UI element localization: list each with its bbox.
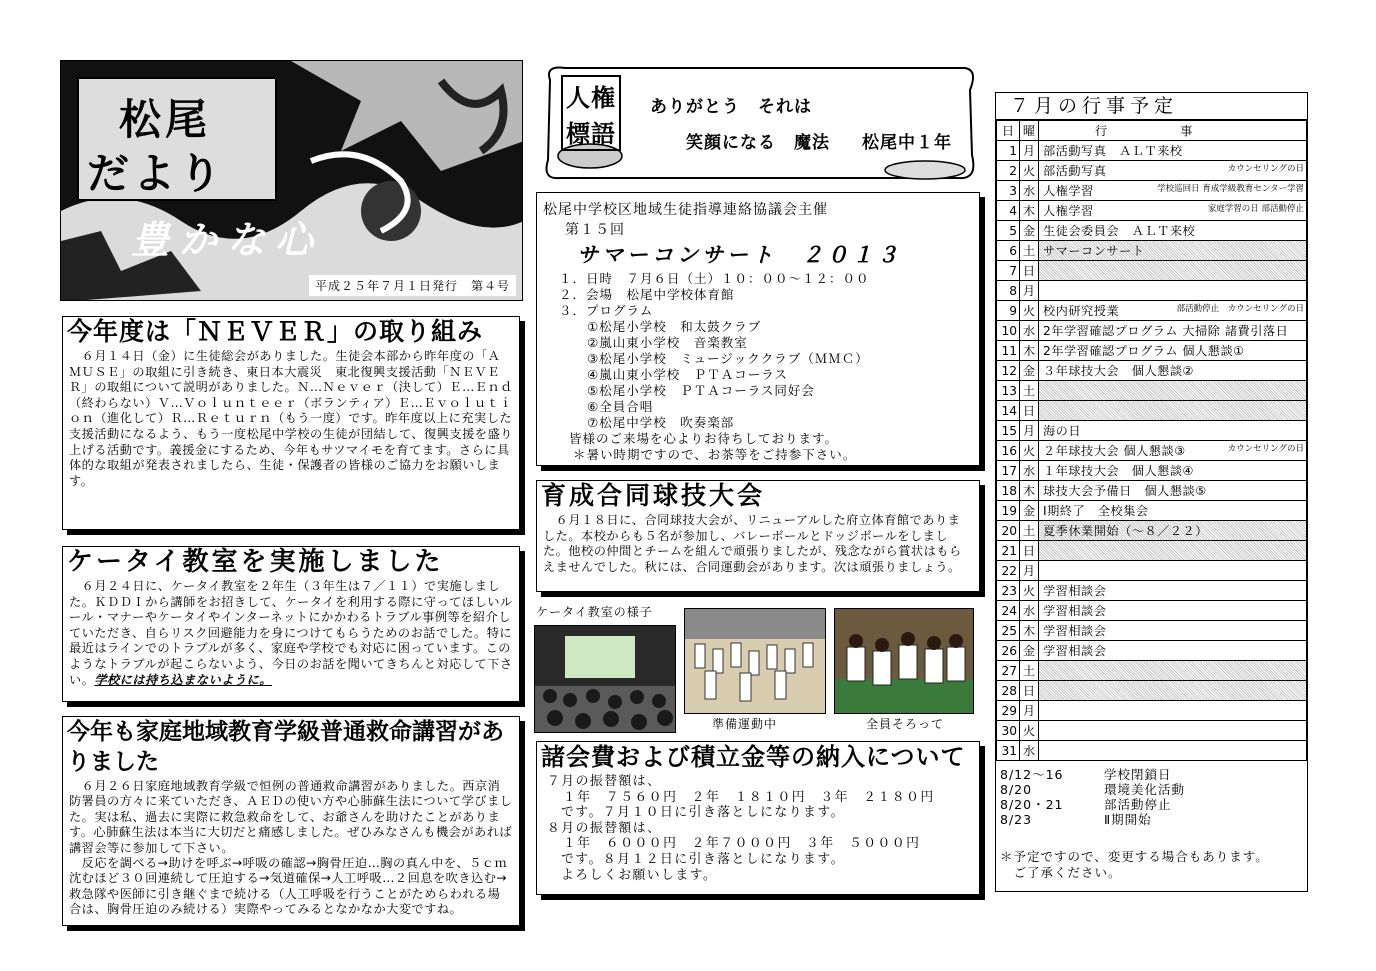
calendar-event-text: 球技大会予備日 個人懇談⑤ [1043, 484, 1207, 498]
calendar-weekday: 土 [1020, 381, 1039, 401]
calendar-event [1039, 421, 1307, 441]
calendar-event-text: 学習相談会 [1043, 624, 1107, 638]
calendar-weekday: 月 [1020, 561, 1039, 581]
program-item: ⑥全員合唱 [587, 399, 654, 414]
calendar-event-text: 校内研究授業 [1043, 304, 1120, 318]
keitai-article-title: ケータイ教室を実施しました [67, 547, 444, 577]
calendar-weekday: 日 [1020, 541, 1039, 561]
concert-venue: ２．会場 松尾中学校体育館 [559, 287, 735, 302]
photo-caption-group: 全員そろって [866, 717, 945, 731]
calendar-row [997, 281, 1307, 301]
calendar-weekday: 月 [1020, 141, 1039, 161]
calendar-body [997, 141, 1307, 761]
photo-classroom [534, 625, 676, 733]
program-item: ③松尾小学校 ミュージッククラブ（ＭＭＣ） [587, 351, 869, 366]
photo-warmup [684, 608, 826, 714]
issue-info: 平成２５年７月１日発行 第４号 [309, 275, 516, 296]
concert-closing1: 皆様のご来場を心よりお待ちしております。 [569, 431, 839, 446]
calendar-row [997, 361, 1307, 381]
calendar-event [1039, 501, 1307, 521]
calendar-day: 9 [997, 301, 1020, 321]
fees-aug-label: ８月の振替額は、 [547, 820, 662, 836]
calendar-event [1039, 181, 1307, 201]
never-article [62, 316, 520, 530]
calendar-row [997, 341, 1307, 361]
calendar-day: 20 [997, 521, 1020, 541]
calendar-day: 8 [997, 281, 1020, 301]
fees-july-label: ７月の振替額は、 [547, 774, 662, 789]
calendar-day: 12 [997, 361, 1020, 381]
calendar-weekday: 水 [1020, 321, 1039, 341]
august-note-text: 部活動停止 [1104, 797, 1172, 812]
concert-title: サマーコンサート ２０１３ [577, 243, 902, 267]
calendar-event [1039, 381, 1307, 401]
calendar-event [1039, 581, 1307, 601]
calendar-row [997, 521, 1307, 541]
human-rights-slogan [540, 60, 978, 186]
calendar-event-note: 部活動停止 カウンセリングの日 [1176, 304, 1304, 314]
calendar-day: 7 [997, 261, 1020, 281]
calendar-event [1039, 201, 1307, 221]
photo-section-label: ケータイ教室の様子 [536, 605, 653, 619]
calendar-event-text: 人権学習 [1043, 184, 1094, 198]
calendar-weekday: 日 [1020, 401, 1039, 421]
calendar-day: 26 [997, 641, 1020, 661]
calendar-row [997, 321, 1307, 341]
calendar-weekday: 土 [1020, 661, 1039, 681]
calendar-row [997, 381, 1307, 401]
calendar-event [1039, 561, 1307, 581]
calendar-event [1039, 401, 1307, 421]
calendar-event-text: 人権学習 [1043, 204, 1094, 218]
calendar-row [997, 221, 1307, 241]
calendar-day: 11 [997, 341, 1020, 361]
slogan-author: 松尾中１年 [862, 133, 952, 153]
calendar-row [997, 641, 1307, 661]
calendar-event [1039, 661, 1307, 681]
fees-july-amounts: １年 ７５６０円 ２年 １８１０円 ３年 ２１８０円 [563, 789, 935, 805]
calendar-weekday: 金 [1020, 361, 1039, 381]
calendar-row [997, 261, 1307, 281]
calendar-event [1039, 301, 1307, 321]
calendar-event-text: 学習相談会 [1043, 604, 1107, 618]
calendar-event-text: 学習相談会 [1043, 644, 1107, 658]
calendar-day: 23 [997, 581, 1020, 601]
calendar-weekday: 日 [1020, 261, 1039, 281]
calendar-weekday: 水 [1020, 461, 1039, 481]
calendar-event-text: 学習相談会 [1043, 584, 1107, 598]
calendar-weekday: 火 [1020, 721, 1039, 741]
calendar-event-text: サマーコンサート [1043, 244, 1145, 258]
calendar-weekday: 土 [1020, 241, 1039, 261]
august-note [1000, 797, 1303, 812]
slogan-label-line1: 人権 [566, 84, 616, 112]
august-note-text: Ⅱ期開始 [1104, 812, 1152, 827]
calendar-event-text: 2年学習確認プログラム 個人懇談① [1043, 344, 1245, 358]
header-event: 行 事 [1039, 121, 1307, 141]
sports-article [536, 480, 980, 592]
august-note [1000, 812, 1303, 827]
masthead-banner [60, 60, 523, 301]
calendar-event-text: ３年球技大会 個人懇談② [1043, 364, 1194, 378]
calendar-weekday: 月 [1020, 421, 1039, 441]
calendar-row [997, 401, 1307, 421]
calendar-event-text: ２年球技大会 個人懇談③ [1043, 444, 1186, 458]
calendar-event-note: カウンセリングの日 [1227, 444, 1304, 454]
calendar-event-note: 家庭学習の日 部活動停止 [1207, 204, 1304, 214]
photo-caption-warmup: 準備運動中 [712, 717, 778, 731]
calendar-row [997, 421, 1307, 441]
program-item: ①松尾小学校 和太鼓クラブ [587, 319, 762, 334]
concert-article [536, 192, 980, 466]
firstaid-article-body2: 反応を調べる→助けを呼ぶ→呼吸の確認→胸骨圧迫…胸の真ん中を、５ｃｍ沈むほど３０回連続して圧迫する→気道確保→人工呼吸…２回息を吹き込む→救急隊や医師に引き継ぐまで続ける（人工呼吸を行うことがためらわれる場合は、胸骨圧迫のみ続ける）実際やってみるとなかなか大変ですね。 [69, 856, 508, 917]
fees-july-date: です。７月１０日に引き落としになります。 [561, 805, 845, 821]
calendar-day: 13 [997, 381, 1020, 401]
calendar-event [1039, 601, 1307, 621]
calendar-day: 31 [997, 741, 1020, 761]
program-item: ⑤松尾小学校 ＰＴＡコーラス同好会 [587, 383, 815, 398]
calendar-event [1039, 441, 1307, 461]
calendar-day: 30 [997, 721, 1020, 741]
firstaid-article [62, 716, 520, 926]
calendar-row [997, 661, 1307, 681]
keitai-article-body: ６月２４日に、ケータイ教室を２年生（３年生は７／１１）で実施しました。ＫＤＤＩから講師をお招きして、ケータイを利用する際に守ってほしいルール・マナーやケータイやインターネットにかかわるトラブル事例等を紹介していただき、自らリスク回避能力を身につけてもらうためのお話でした。特に最近はラインでのトラブルが多く、家庭や学校でも対応に困っています。このようなトラブルが起こらないよう、今日のお話を聞いてきちんと対応して下さい。 [69, 579, 513, 687]
calendar-weekday: 土 [1020, 521, 1039, 541]
august-note-date: 8/20・21 [1000, 797, 1064, 812]
calendar-row [997, 601, 1307, 621]
calendar-disclaimer: ＊予定ですので、変更する場合もあります。 ご了承ください。 [1000, 849, 1269, 880]
august-note-date: 8/12～16 [1000, 767, 1064, 782]
masthead-title-line2: だより [87, 149, 226, 198]
calendar-event-text: 2年学習確認プログラム 大掃除 諸費引落日 [1043, 324, 1289, 338]
calendar-weekday: 月 [1020, 701, 1039, 721]
calendar-event [1039, 161, 1307, 181]
calendar-event [1039, 361, 1307, 381]
calendar-event [1039, 281, 1307, 301]
calendar-event-text: 夏季休業開始（～８／２２） [1043, 524, 1208, 538]
calendar-event-text: １年球技大会 個人懇談④ [1043, 464, 1194, 478]
calendar-title: ７月の行事予定 [996, 93, 1307, 120]
calendar-event [1039, 621, 1307, 641]
calendar-weekday: 日 [1020, 681, 1039, 701]
calendar-event [1039, 321, 1307, 341]
august-note-date: 8/23 [1000, 812, 1033, 827]
photo-group [834, 608, 974, 714]
program-item: ②嵐山東小学校 音楽教室 [587, 335, 748, 350]
slogan-label-line2: 標語 [566, 120, 616, 148]
july-calendar [995, 92, 1308, 892]
calendar-event [1039, 341, 1307, 361]
calendar-event [1039, 221, 1307, 241]
calendar-weekday: 木 [1020, 481, 1039, 501]
calendar-day: 15 [997, 421, 1020, 441]
august-note-date: 8/20 [1000, 782, 1033, 797]
calendar-day: 19 [997, 501, 1020, 521]
calendar-row [997, 681, 1307, 701]
calendar-day: 1 [997, 141, 1020, 161]
slogan-line1: ありがとう それは [650, 97, 812, 117]
calendar-day: 28 [997, 681, 1020, 701]
never-article-title: 今年度は「ＮＥＶＥＲ」の取り組み [67, 317, 484, 346]
calendar-event [1039, 721, 1307, 741]
calendar-day: 27 [997, 661, 1020, 681]
never-article-body: ６月１４日（金）に生徒総会がありました。生徒会本部から昨年度の「ＡＭＵＳＥ」の取組に引き続き、東日本大震災 東北復興支援活動「ＮＥＶＥＲ」の取組について説明がありました。Ｎ…Ｎｅｖｅｒ（決して）Ｅ…Ｅｎｄ（終わらない）Ｖ…Ｖｏｌｕｎｔｅｅｒ（ボランティア）Ｅ…Ｅｖｏｌｕｔｉｏｎ（進化して）Ｒ…Ｒｅｔｕｒｎ（もう一度）です。昨年度以上に充実した支援活動になるよう、もう一度松尾中学校の生徒が団結して、復興支援を盛り上げる活動です。義援金にするため、今年もサツマイモを育てます。さらに具体的な取組が発表されましたら、生徒・保護者の皆様のご協力をお願いします。 [69, 349, 513, 488]
concert-closing2: ＊暑い時期ですので、お茶等をご持参下さい。 [573, 447, 857, 462]
concert-host: 松尾中学校区地域生徒指導連絡協議会主催 [543, 202, 828, 218]
calendar-day: 4 [997, 201, 1020, 221]
august-note [1000, 782, 1303, 797]
concert-edition: 第１５回 [565, 222, 625, 238]
calendar-row [997, 481, 1307, 501]
keitai-article [62, 546, 520, 702]
calendar-day: 14 [997, 401, 1020, 421]
calendar-weekday: 金 [1020, 221, 1039, 241]
calendar-row [997, 561, 1307, 581]
august-note [1000, 767, 1303, 782]
calendar-header-row [997, 121, 1307, 141]
calendar-row [997, 141, 1307, 161]
calendar-event-note: 学校巡回日 育成学級教育センター学習 [1157, 184, 1304, 194]
calendar-event-text: 生徒会委員会 ＡＬＴ来校 [1043, 224, 1196, 238]
calendar-event [1039, 261, 1307, 281]
calendar-weekday: 金 [1020, 501, 1039, 521]
calendar-row [997, 181, 1307, 201]
calendar-day: 18 [997, 481, 1020, 501]
august-note-text: 学校閉鎖日 [1104, 767, 1172, 782]
calendar-weekday: 火 [1020, 161, 1039, 181]
calendar-row [997, 201, 1307, 221]
calendar-event [1039, 521, 1307, 541]
calendar-day: 5 [997, 221, 1020, 241]
calendar-row [997, 701, 1307, 721]
calendar-event-text: 部活動写真 ＡＬＴ来校 [1043, 144, 1183, 158]
calendar-day: 24 [997, 601, 1020, 621]
slogan-line2: 笑顔になる 魔法 [686, 133, 830, 153]
masthead-title-box [77, 77, 277, 201]
august-notes [996, 761, 1307, 827]
calendar-weekday: 水 [1020, 181, 1039, 201]
calendar-event [1039, 241, 1307, 261]
calendar-event [1039, 741, 1307, 761]
fees-article-title: 諸会費および積立金等の納入について [541, 743, 966, 771]
calendar-day: 2 [997, 161, 1020, 181]
calendar-event [1039, 641, 1307, 661]
calendar-day: 17 [997, 461, 1020, 481]
august-note-text: 環境美化活動 [1104, 782, 1186, 797]
calendar-row [997, 721, 1307, 741]
calendar-row [997, 161, 1307, 181]
calendar-row [997, 621, 1307, 641]
calendar-event [1039, 481, 1307, 501]
calendar-weekday: 木 [1020, 341, 1039, 361]
calendar-event [1039, 541, 1307, 561]
calendar-event [1039, 461, 1307, 481]
calendar-row [997, 441, 1307, 461]
calendar-row [997, 741, 1307, 761]
calendar-row [997, 541, 1307, 561]
calendar-weekday: 木 [1020, 201, 1039, 221]
firstaid-article-body1: ６月２６日家庭地域教育学級で恒例の普通救命講習がありました。西京消防署員の方々に来ていただき、ＡＥＤの使い方や心肺蘇生法について学びました。実は私、過去に実際に救急救命をして、お爺さんを助けたことがあります。心肺蘇生法は本当に大切だと痛感しました。ぜひみなさんも機会があれば講習会等に参加して下さい。 [69, 779, 513, 855]
masthead-logo-text: 豊かな心 [131, 218, 324, 262]
calendar-row [997, 501, 1307, 521]
calendar-weekday: 火 [1020, 301, 1039, 321]
fees-aug-amounts: １年 ６０００円 ２年７０００円 ３年 ５０００円 [563, 836, 921, 852]
calendar-weekday: 金 [1020, 641, 1039, 661]
sports-article-body: ６月１８日に、合同球技大会が、リニューアルした府立体育館でありました。本校からも５名が参加し、バレーボールとドッジボールをしました。他校の仲間とチームを組んで頑張りましたが、残念ながら賞状はもらえませんでした。秋には、合同運動会があります。次は頑張りましょう。 [543, 513, 962, 574]
sports-article-title: 育成合同球技大会 [541, 481, 766, 510]
calendar-day: 25 [997, 621, 1020, 641]
calendar-event [1039, 701, 1307, 721]
header-day: 日 [997, 121, 1020, 141]
header-weekday: 曜 [1020, 121, 1039, 141]
calendar-weekday: 水 [1020, 741, 1039, 761]
calendar-weekday: 火 [1020, 441, 1039, 461]
calendar-event [1039, 141, 1307, 161]
calendar-day: 22 [997, 561, 1020, 581]
calendar-weekday: 月 [1020, 281, 1039, 301]
calendar-row [997, 581, 1307, 601]
calendar-event-text: 海の日 [1043, 424, 1082, 438]
keitai-article-emphasis: 学校には持ち込まないように。 [94, 672, 272, 687]
fees-closing: よろしくお願いします。 [561, 867, 718, 883]
calendar-row [997, 461, 1307, 481]
calendar-day: 10 [997, 321, 1020, 341]
calendar-row [997, 301, 1307, 321]
calendar-weekday: 火 [1020, 581, 1039, 601]
calendar-weekday: 木 [1020, 621, 1039, 641]
program-item: ⑦松尾中学校 吹奏楽部 [587, 415, 735, 430]
calendar-weekday: 水 [1020, 601, 1039, 621]
calendar-day: 16 [997, 441, 1020, 461]
masthead-title-line1: 松尾 [119, 95, 212, 144]
fees-aug-date: です。８月１２日に引き落としになります。 [561, 851, 845, 867]
concert-date: １．日時 ７月６日（土）１０：００～１２：００ [559, 271, 870, 286]
calendar-day: 3 [997, 181, 1020, 201]
firstaid-article-title: 今年も家庭地域教育学級普通救命講習がありました [67, 719, 504, 775]
calendar-event-note: カウンセリングの日 [1227, 164, 1304, 174]
calendar-day: 6 [997, 241, 1020, 261]
calendar-event-text: 部活動写真 [1043, 164, 1107, 178]
calendar-event [1039, 681, 1307, 701]
fees-article [536, 741, 980, 895]
calendar-event-text: Ⅰ期終了 全校集会 [1043, 504, 1149, 518]
calendar-row [997, 241, 1307, 261]
calendar-day: 29 [997, 701, 1020, 721]
program-item: ④嵐山東小学校 ＰＴＡコーラス [587, 367, 788, 382]
concert-program-label: ３．プログラム [559, 303, 654, 318]
calendar-table [996, 120, 1307, 761]
calendar-day: 21 [997, 541, 1020, 561]
